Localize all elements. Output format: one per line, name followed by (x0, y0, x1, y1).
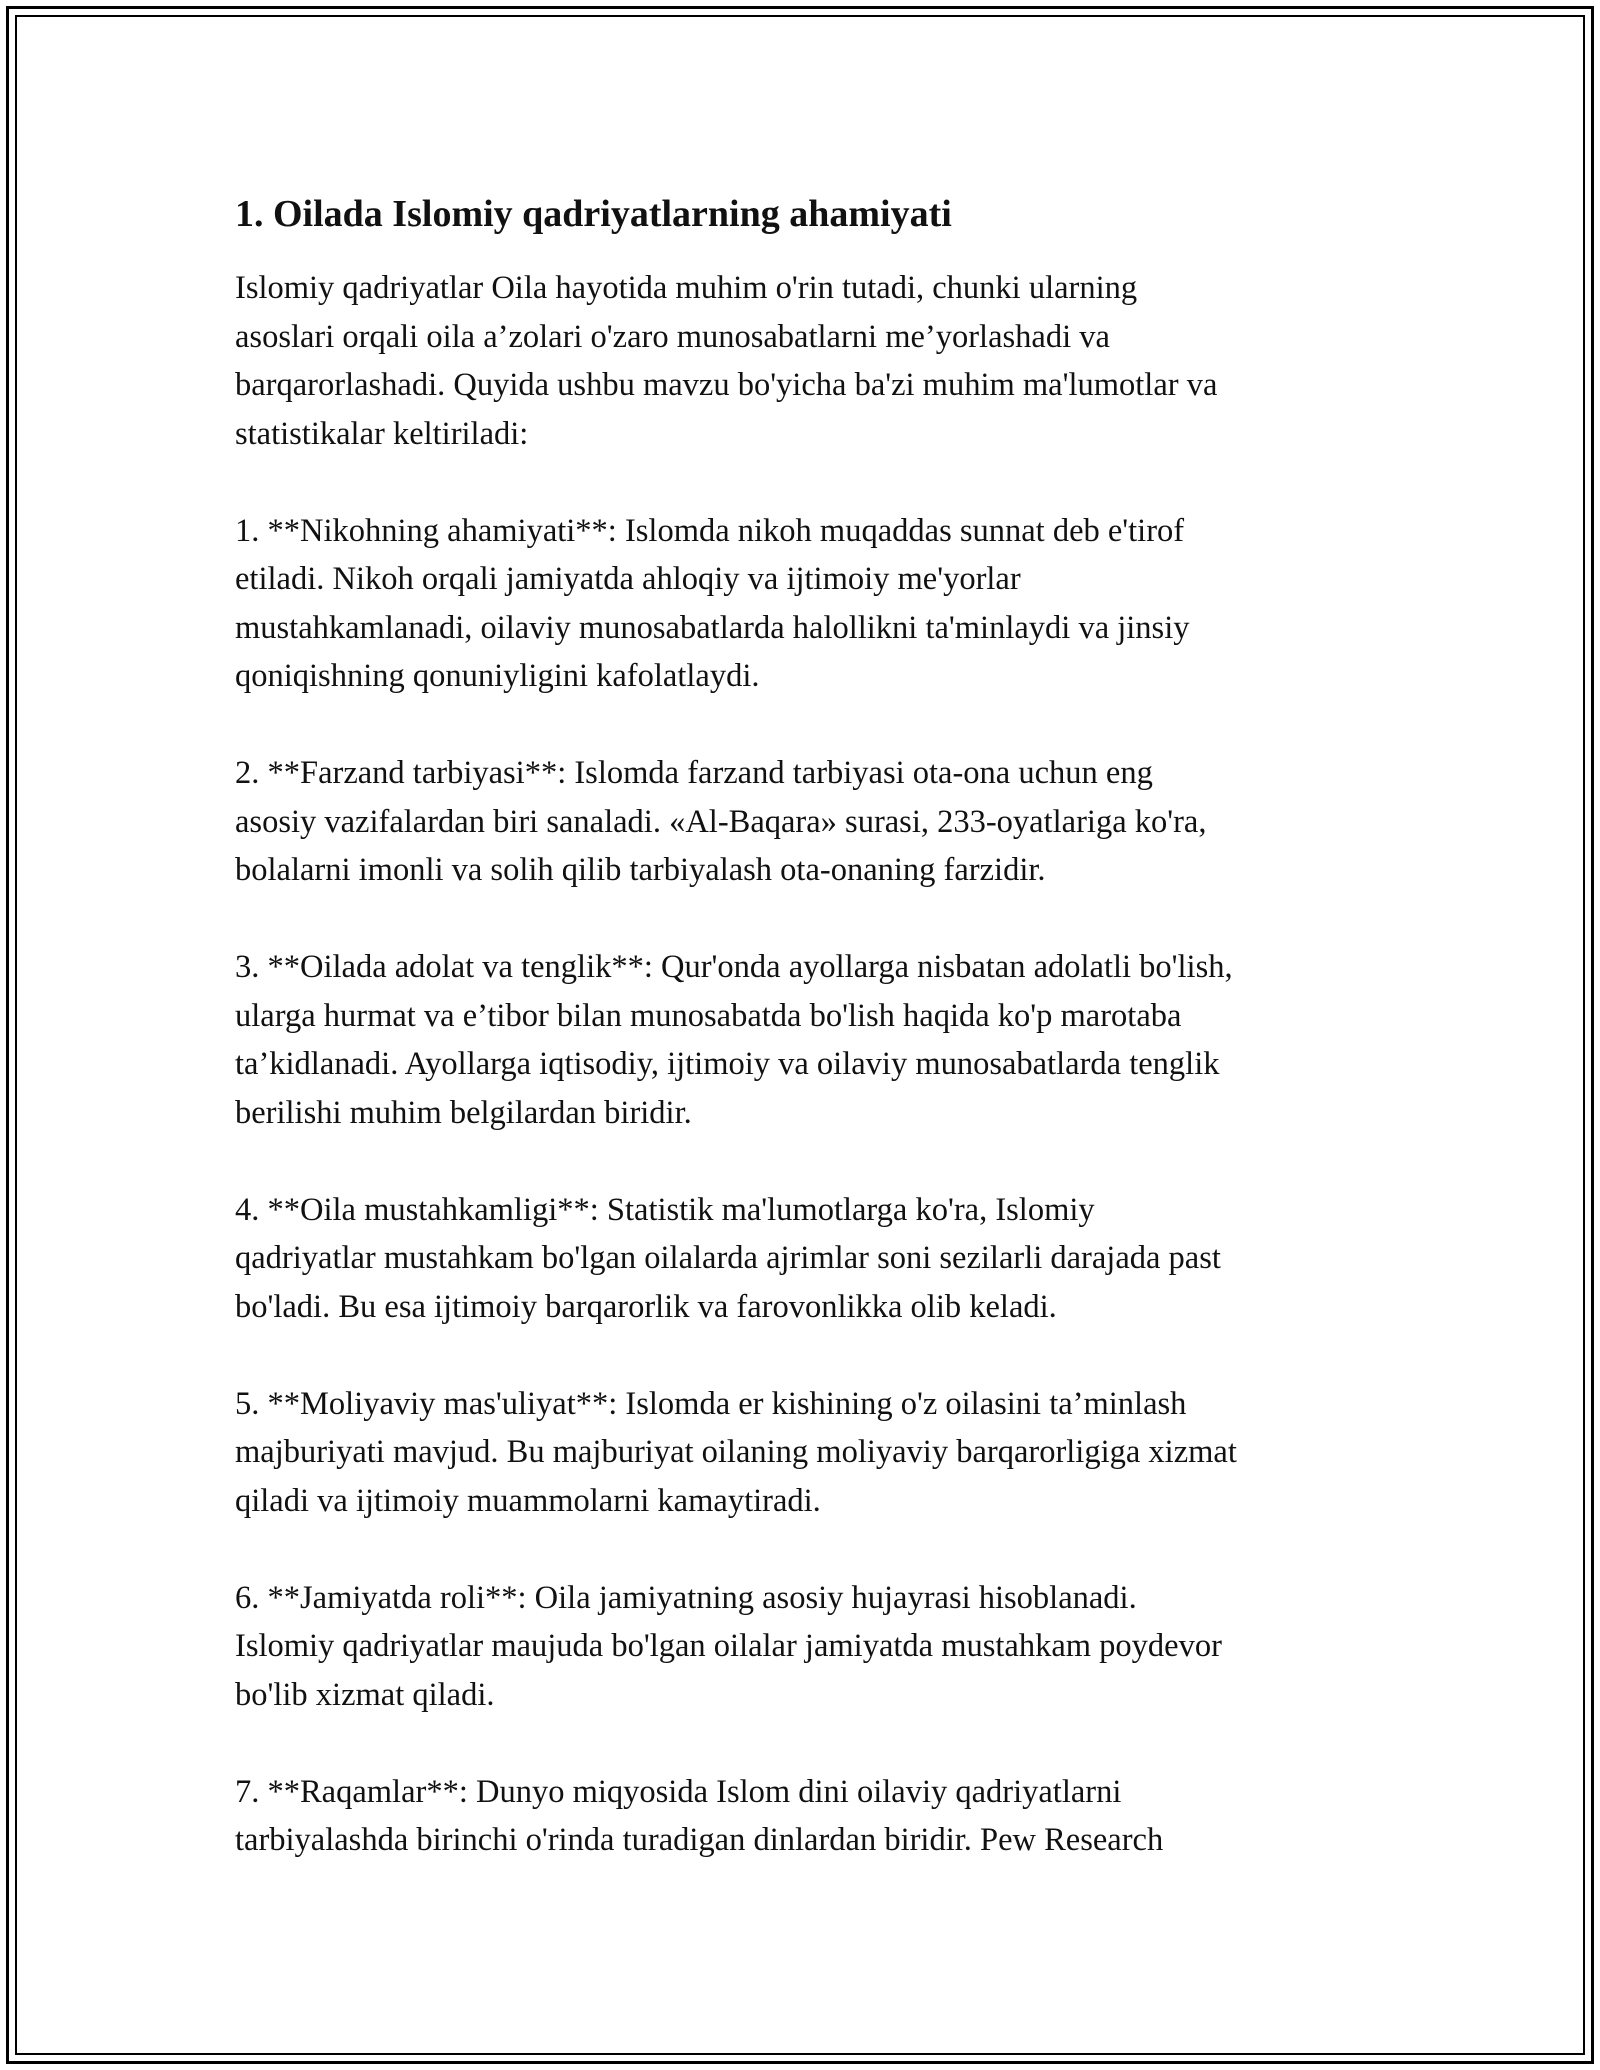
document-page (235, 186, 1375, 1913)
point-nikoh-paragraph: 1. **Nikohning ahamiyati**: Islomda nikoh muqaddas sunnat deb e'tirof etiladi. Nikoh orqali jamiyatda ahloqiy va ijtimoiy me'yorlar mustahkamlanadi, oilaviy munosabatlarda halollikni ta'minlaydi va jinsiy qoniqishning qonuniyligini kafolatlaydi. (235, 512, 1190, 694)
point-farzand-paragraph: 2. **Farzand tarbiyasi**: Islomda farzand tarbiyasi ota-ona uchun eng asosiy vazifalardan biri sanaladi. «Al-Baqara» surasi, 233-oyatlariga ko'ra, bolalarni imonli va solih qilib tarbiyalash ota-onaning farzidir. (235, 755, 1207, 888)
intro-paragraph: Islomiy qadriyatlar Oila hayotida muhim o'rin tutadi, chunki ularning asoslari orqali oila a’zolari o'zaro munosabatlarni me’yorlashadi va barqarorlashadi. Quyida ushbu mavzu bo'yicha ba'zi muhim ma'lumotlar va statistikalar keltiriladi: (235, 270, 1218, 452)
point-moliyaviy-paragraph: 5. **Moliyaviy mas'uliyat**: Islomda er kishining o'z oilasini ta’minlash majburiyati mavjud. Bu majburiyat oilaning moliyaviy barqarorligiga xizmat qiladi va ijtimoiy muammolarni kamaytiradi. (235, 1385, 1237, 1519)
point-raqamlar-paragraph: 7. **Raqamlar**: Dunyo miqyosida Islom dini oilaviy qadriyatlarni tarbiyalashda birinchi o'rinda turadigan dinlardan biridir. Pew Research (235, 1773, 1164, 1858)
point-adolat-paragraph: 3. **Oilada adolat va tenglik**: Qur'onda ayollarga nisbatan adolatli bo'lish, ularga hurmat va e’tibor bilan munosabatda bo'lish haqida ko'p marotaba ta’kidlanadi. Ayollarga iqtisodiy, ijtimoiy va oilaviy munosabatlarda tenglik berilishi muhim belgilardan biridir. (235, 949, 1233, 1131)
point-jamiyat-paragraph: 6. **Jamiyatda roli**: Oila jamiyatning asosiy hujayrasi hisoblanadi. Islomiy qadriyatlar maujuda bo'lgan oilalar jamiyatda mustahkam poydevor bo'lib xizmat qiladi. (235, 1579, 1222, 1713)
section-title: 1. Oilada Islomiy qadriyatlarning ahamiyati (235, 193, 952, 235)
point-mustahkamlik-paragraph: 4. **Oila mustahkamligi**: Statistik ma'lumotlarga ko'ra, Islomiy qadriyatlar mustahkam bo'lgan oilalarda ajrimlar soni sezilarli darajada past bo'ladi. Bu esa ijtimoiy barqarorlik va farovonlikka olib keladi. (235, 1191, 1221, 1325)
